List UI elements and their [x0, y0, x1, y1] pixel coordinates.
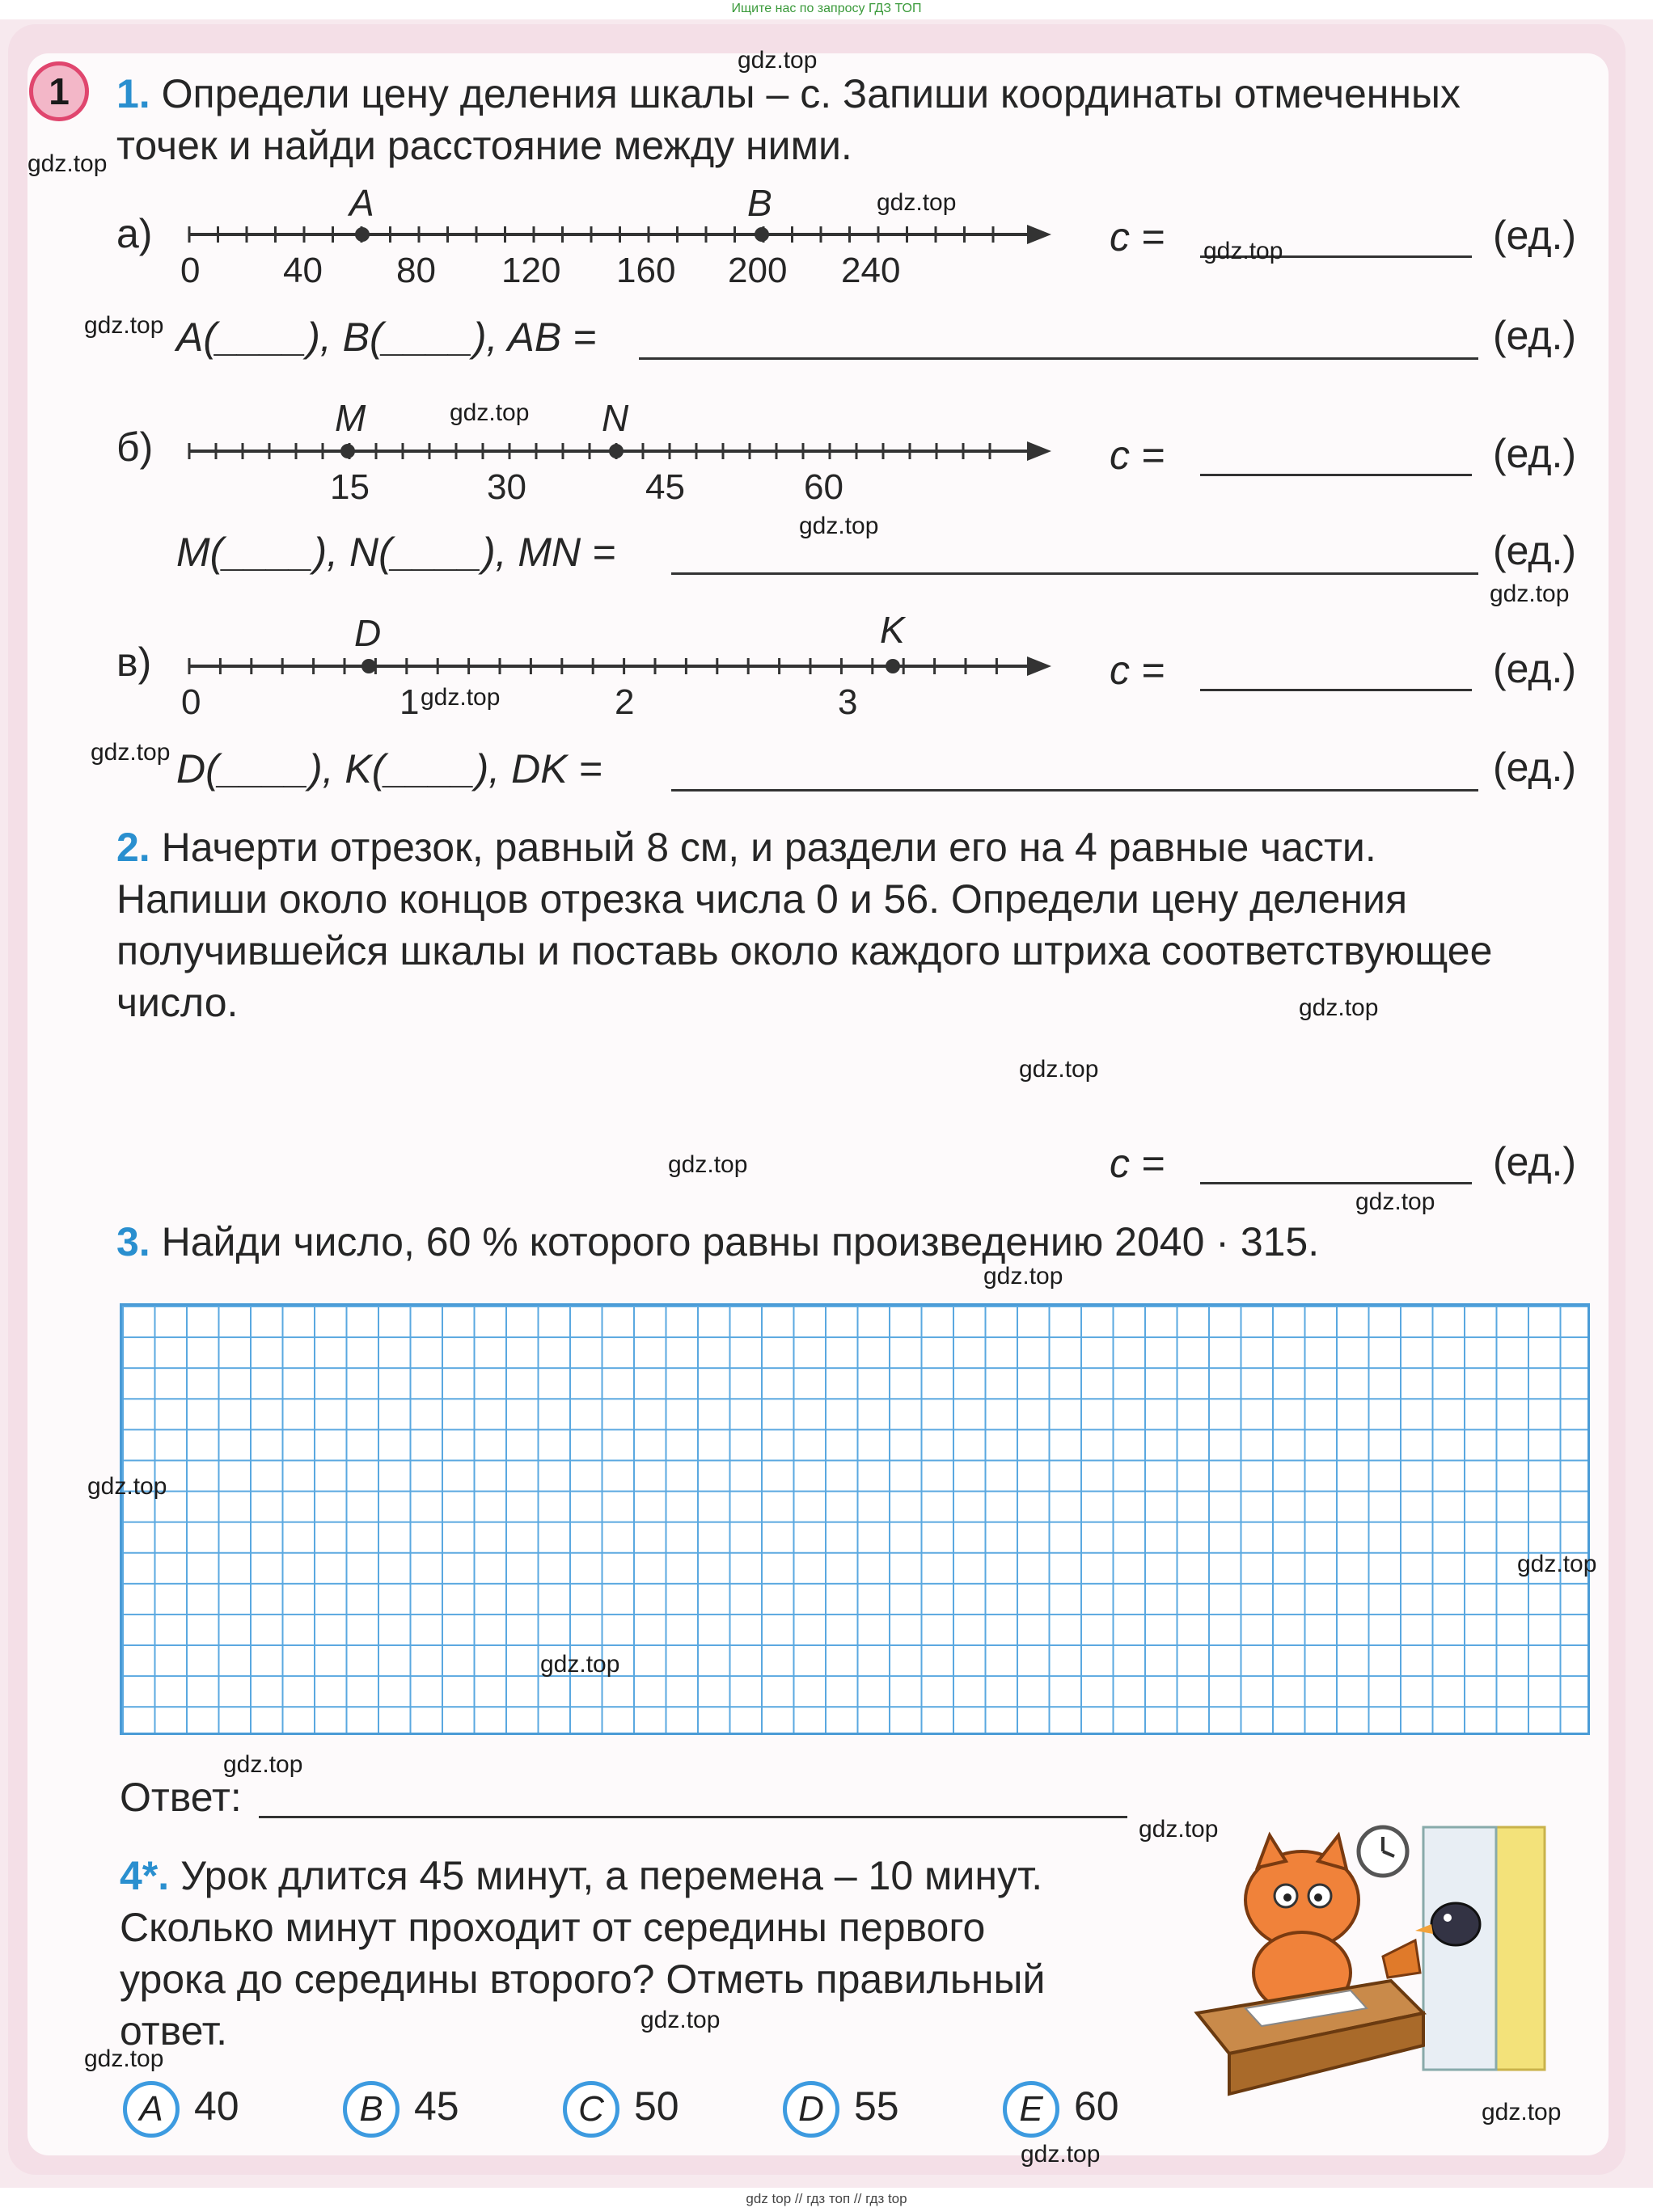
point-n-letter: N [602, 397, 629, 439]
scale-v-tick-1: 1 [400, 682, 420, 722]
watermark: gdz.top [640, 2007, 721, 2033]
task4-text-line4: ответ. [120, 2008, 228, 2054]
scale-a-tick-80: 80 [396, 251, 436, 290]
scale-b-tick-30: 30 [487, 467, 526, 507]
point-k-letter: K [880, 609, 905, 651]
watermark: gdz.top [223, 1751, 303, 1778]
scale-a-tick-120: 120 [501, 251, 561, 290]
top-banner: Ищите нас по запросу ГДЗ ТОП [0, 0, 1653, 19]
scale-b-tick-15: 15 [330, 467, 370, 507]
scale-a-tick-40: 40 [283, 251, 323, 290]
scale-v-c-label: c = [1110, 648, 1165, 693]
point-a-dot [355, 227, 370, 242]
level-badge: 1 [29, 61, 89, 121]
scale-b-tick-45: 45 [645, 467, 685, 507]
task2-text-line1: Начерти отрезок, равный 8 см, и раздели его на 4 равные части. [161, 825, 1376, 870]
option-b-button[interactable]: B [343, 2081, 400, 2138]
task4-text-line1: Урок длится 45 минут, а перемена – 10 минут. [180, 1853, 1043, 1898]
coords-b-unit: (ед.) [1493, 528, 1577, 573]
watermark: gdz.top [1139, 1816, 1219, 1843]
coords-b: M(____), N(____), MN = [176, 530, 616, 575]
watermark: gdz.top [1021, 2141, 1101, 2168]
watermark: gdz.top [1355, 1188, 1435, 1215]
point-m-letter: M [335, 397, 366, 439]
scale-v-unit: (ед.) [1493, 646, 1577, 691]
point-d-dot [361, 659, 376, 673]
watermark: gdz.top [84, 2045, 164, 2072]
coords-a-answer[interactable] [639, 357, 1478, 360]
point-b-letter: B [747, 182, 772, 224]
option-b-value: 45 [414, 2083, 459, 2129]
watermark: gdz.top [27, 150, 108, 177]
point-a-letter: A [349, 182, 374, 224]
watermark: gdz.top [540, 1651, 620, 1678]
watermark: gdz.top [1019, 1056, 1099, 1083]
coords-v-unit: (ед.) [1493, 745, 1577, 790]
task3-answer-line[interactable] [259, 1816, 1127, 1818]
scale-b-c-answer[interactable] [1200, 474, 1472, 476]
scale-a-tick-240: 240 [841, 251, 901, 290]
watermark: gdz.top [1517, 1551, 1597, 1577]
scale-a-unit: (ед.) [1493, 213, 1577, 258]
scale-b-label: б) [116, 424, 154, 470]
option-d-button[interactable]: D [783, 2081, 839, 2138]
watermark: gdz.top [1490, 580, 1570, 607]
watermark: gdz.top [91, 739, 171, 766]
watermark: gdz.top [450, 399, 530, 426]
coords-a: A(____), B(____), AB = [176, 314, 597, 360]
task4-line1 [120, 1850, 1042, 1902]
point-b-dot [755, 227, 769, 242]
option-a-button[interactable]: A [123, 2081, 180, 2138]
option-c-value: 50 [634, 2083, 679, 2129]
coords-b-answer[interactable] [671, 572, 1478, 575]
task3-answer-label: Ответ: [120, 1775, 242, 1820]
watermark: gdz.top [1299, 994, 1379, 1021]
coords-v: D(____), K(____), DK = [176, 746, 602, 792]
coords-a-unit: (ед.) [1493, 313, 1577, 358]
scale-v-tick-0: 0 [181, 682, 201, 722]
task1-line1 [116, 68, 1461, 120]
bottom-banner: gdz top // гдз топ // гдз top [0, 2188, 1653, 2212]
task3-number: 3. [116, 1219, 150, 1264]
watermark: gdz.top [983, 1263, 1063, 1290]
task2-text-line2: Напиши около концов отрезка числа 0 и 56. Определи цену деления [116, 876, 1408, 922]
watermark: gdz.top [668, 1151, 748, 1178]
answer-grid[interactable] [120, 1303, 1590, 1735]
option-e-value: 60 [1074, 2083, 1119, 2129]
task3-line [116, 1216, 1319, 1268]
task3-text: Найди число, 60 % которого равны произведению 2040 · 315. [161, 1219, 1320, 1264]
task1-text-line2: точек и найди расстояние между ними. [116, 123, 852, 168]
option-a-value: 40 [194, 2083, 239, 2129]
task2-unit: (ед.) [1493, 1139, 1577, 1184]
watermark: gdz.top [87, 1473, 167, 1500]
task2-c-answer[interactable] [1200, 1182, 1472, 1184]
coords-v-answer[interactable] [671, 789, 1478, 792]
task1-number: 1. [116, 71, 150, 116]
scale-a-tick-0: 0 [180, 251, 201, 290]
task2-line1 [116, 821, 1376, 873]
point-d-letter: D [354, 612, 382, 654]
scale-a-label: а) [116, 211, 153, 256]
option-d-value: 55 [854, 2083, 899, 2129]
task2-c-label: c = [1110, 1141, 1165, 1186]
point-m-dot [340, 444, 355, 458]
option-e-button[interactable]: E [1003, 2081, 1059, 2138]
watermark: gdz.top [84, 312, 164, 339]
scale-v-label: в) [116, 640, 152, 685]
option-c-button[interactable]: C [563, 2081, 619, 2138]
scale-a-tick-200: 200 [728, 251, 788, 290]
scale-v-tick-2: 2 [615, 682, 635, 722]
scale-b-tick-60: 60 [804, 467, 843, 507]
watermark: gdz.top [421, 684, 501, 711]
cat-at-desk-illustration [1181, 1811, 1577, 2118]
watermark: gdz.top [1482, 2099, 1562, 2125]
scale-a-c-label: c = [1110, 214, 1165, 260]
scale-v-c-answer[interactable] [1200, 689, 1472, 691]
scale-v-tick-3: 3 [838, 682, 858, 722]
watermark: gdz.top [1203, 238, 1283, 264]
scale-b-c-label: c = [1110, 433, 1165, 478]
point-k-dot [886, 659, 900, 673]
task4-text-line3: урока до середины второго? Отметь правильный [120, 1957, 1046, 2002]
task4-text-line2: Сколько минут проходит от середины первого [120, 1905, 986, 1950]
point-n-dot [609, 444, 624, 458]
watermark: gdz.top [738, 47, 818, 74]
task2-text-line3: получившейся шкалы и поставь около каждого штриха соответствующее [116, 928, 1493, 973]
watermark: gdz.top [799, 513, 879, 539]
task2-text-line4: число. [116, 980, 239, 1025]
scale-b-unit: (ед.) [1493, 431, 1577, 476]
task1-text-line1: Определи цену деления шкалы – с. Запиши координаты отмеченных [161, 71, 1461, 116]
watermark: gdz.top [877, 189, 957, 216]
task4-number: 4*. [120, 1853, 170, 1898]
task2-number: 2. [116, 825, 150, 870]
scale-a-tick-160: 160 [616, 251, 676, 290]
